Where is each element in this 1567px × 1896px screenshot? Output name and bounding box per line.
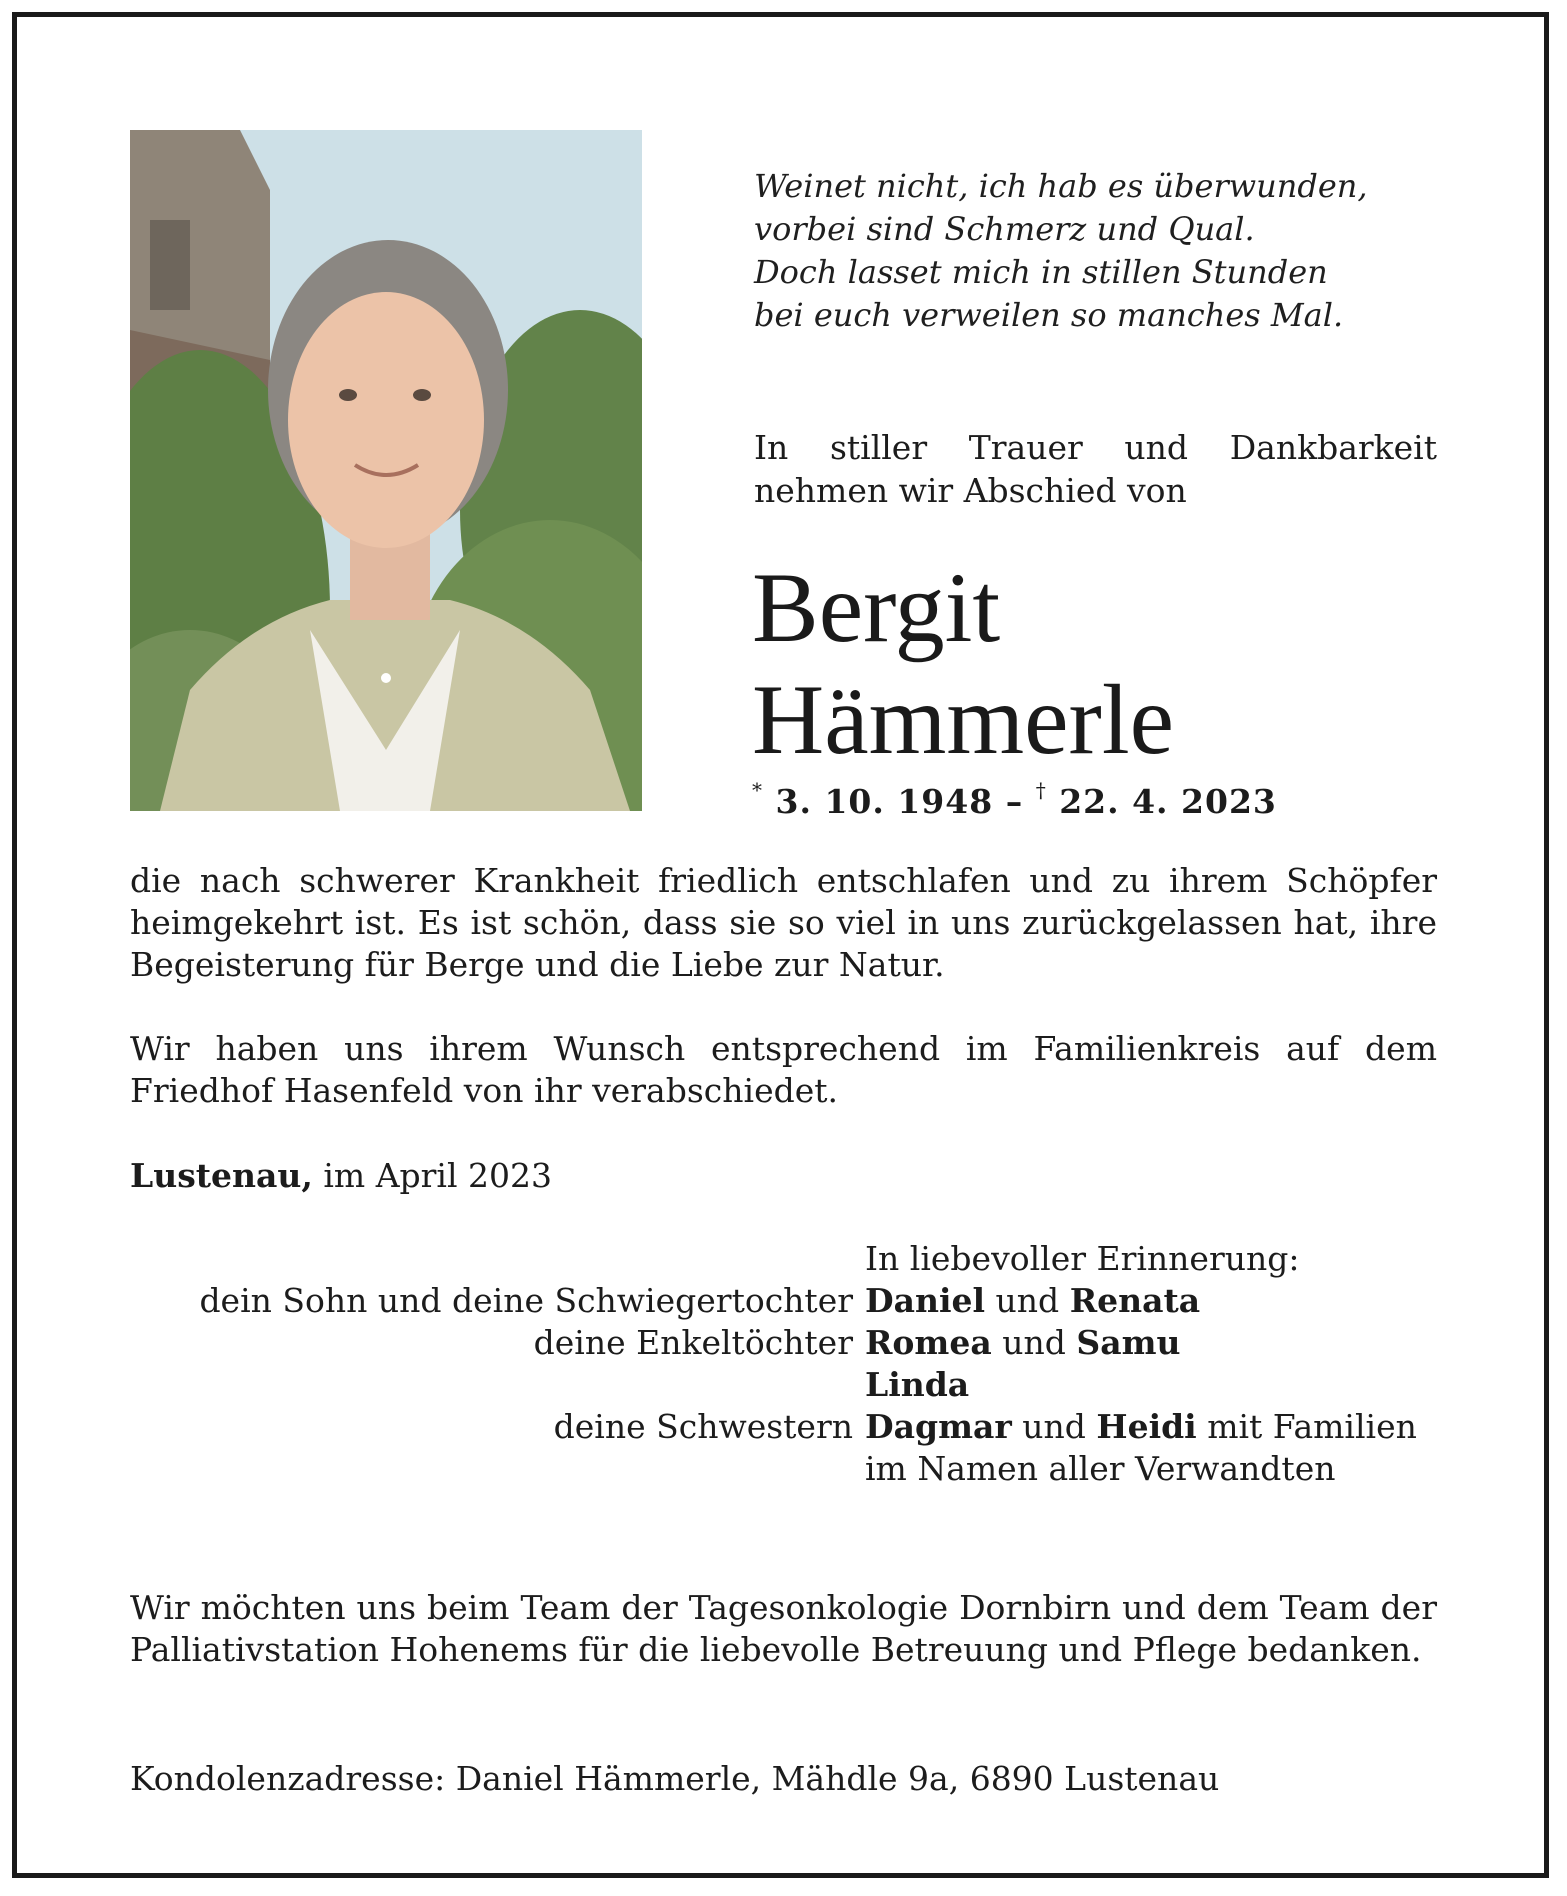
family-closing: im Namen aller Verwandten <box>865 1449 1336 1488</box>
granddaughter-name: Linda <box>865 1365 970 1404</box>
last-name: Hämmerle <box>752 664 1175 775</box>
granddaughters-label: deine Enkeltöchter <box>533 1323 853 1362</box>
first-name: Bergit <box>752 552 1001 663</box>
paragraph-line: heimgekehrt ist. Es ist schön, dass sie so viel in uns zurückgelassen hat, ihre <box>130 903 1437 942</box>
paragraph-line: Begeisterung für Berge und die Liebe zur Natur. <box>130 945 945 984</box>
deceased-name <box>752 552 1174 776</box>
and-word: und <box>985 1281 1070 1320</box>
intro-line-2: nehmen wir Abschied von <box>754 471 1187 510</box>
son-label: dein Sohn und deine Schwiegertochter <box>199 1281 853 1320</box>
son-name: Daniel <box>865 1281 986 1320</box>
poem-line: Weinet nicht, ich hab es überwunden, <box>754 167 1368 205</box>
sister-name: Heidi <box>1096 1407 1197 1446</box>
date-separator: – <box>1005 782 1024 821</box>
paragraph-line: Friedhof Hasenfeld von ihr verabschiedet. <box>130 1071 839 1110</box>
poem-line: Doch lasset mich in stillen Stunden <box>754 253 1328 291</box>
paragraph-line: Wir haben uns ihrem Wunsch entsprechend im Familienkreis auf dem <box>130 1029 1437 1068</box>
place-date <box>130 1155 552 1197</box>
death-cross-icon: † <box>1035 778 1047 802</box>
and-word: und <box>991 1323 1077 1362</box>
granddaughter-name: Romea <box>865 1323 992 1362</box>
paragraph-1 <box>130 860 1437 986</box>
place-month: im April 2023 <box>312 1156 553 1195</box>
family-heading: In liebevoller Erinnerung: <box>865 1239 1300 1278</box>
sister-name: Dagmar <box>865 1407 1012 1446</box>
intro-line-1: In stiller Trauer und Dankbarkeit <box>754 428 1437 467</box>
birth-date: 3. 10. 1948 <box>775 782 994 821</box>
birth-star-icon: * <box>752 778 763 802</box>
family-list <box>130 1238 1437 1490</box>
poem <box>754 165 1404 337</box>
and-word: und <box>1011 1407 1097 1446</box>
sisters-suffix: mit Familien <box>1196 1407 1417 1446</box>
poem-line: bei euch verweilen so manches Mal. <box>754 296 1344 334</box>
intro-text <box>754 426 1437 512</box>
death-date: 22. 4. 2023 <box>1059 782 1277 821</box>
condolence-address: Kondolenzadresse: Daniel Hämmerle, Mähdle 9a, 6890 Lustenau <box>130 1759 1220 1798</box>
thanks-line: Palliativstation Hohenems für die liebevolle Betreuung und Pflege bedanken. <box>130 1630 1422 1669</box>
poem-line: vorbei sind Schmerz und Qual. <box>754 210 1255 248</box>
granddaughter-name: Samu <box>1076 1323 1181 1362</box>
thanks-line: Wir möchten uns beim Team der Tagesonkologie Dornbirn und dem Team der <box>130 1588 1437 1627</box>
paragraph-2 <box>130 1028 1437 1112</box>
paragraph-line: die nach schwerer Krankheit friedlich entschlafen und zu ihrem Schöpfer <box>130 861 1437 900</box>
portrait-photo <box>130 130 642 811</box>
place-town: Lustenau, <box>130 1156 313 1195</box>
life-dates <box>752 778 1277 821</box>
thanks-paragraph <box>130 1587 1437 1671</box>
sisters-label: deine Schwestern <box>553 1407 853 1446</box>
daughter-in-law-name: Renata <box>1069 1281 1201 1320</box>
